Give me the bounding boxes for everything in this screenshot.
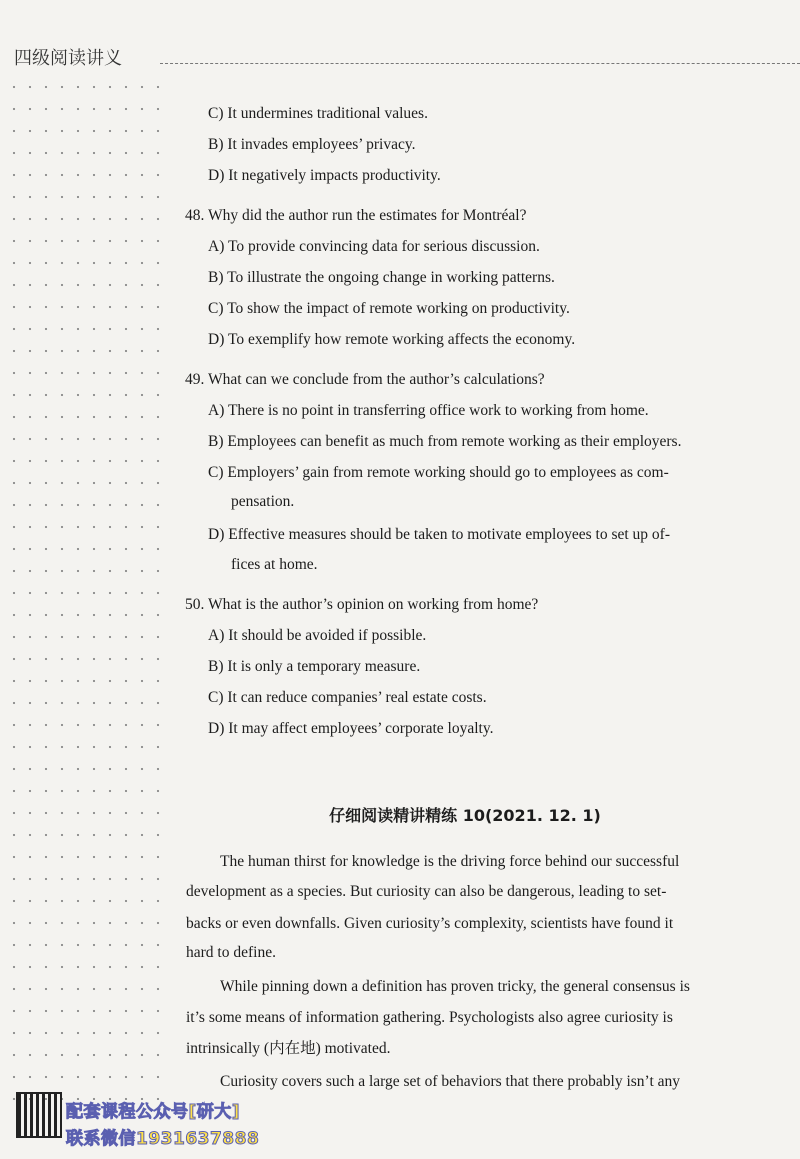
qr-code-icon xyxy=(16,1092,62,1138)
passage-line: it’s some means of information gathering. Psychologists also agree curiosity is xyxy=(186,1009,673,1026)
passage-line: intrinsically (内在地) motivated. xyxy=(186,1040,391,1057)
question-line: D) It may affect employees’ corporate loyalty. xyxy=(208,720,494,737)
question-line: pensation. xyxy=(231,493,295,510)
question-line: D) Effective measures should be taken to motivate employees to set up of- xyxy=(208,526,670,543)
passage-line: Curiosity covers such a large set of behaviors that there probably isn’t any xyxy=(220,1073,681,1090)
passage-line: backs or even downfalls. Given curiosity’s complexity, scientists have found it xyxy=(186,915,674,932)
question-line: B) It invades employees’ privacy. xyxy=(208,136,416,153)
question-line: A) To provide convincing data for serious discussion. xyxy=(208,238,540,255)
question-line: B) Employees can benefit as much from remote working as their employers. xyxy=(208,433,682,450)
section-title: 仔细阅读精讲精练 10(2021. 12. 1) xyxy=(329,806,601,825)
watermark-line-1: 配套课程公众号[研大] xyxy=(66,1102,241,1122)
question-line: A) There is no point in transferring office work to working from home. xyxy=(208,402,649,419)
question-line: C) It undermines traditional values. xyxy=(208,105,428,122)
question-line: C) It can reduce companies’ real estate costs. xyxy=(208,689,487,706)
question-line: B) It is only a temporary measure. xyxy=(208,658,421,675)
passage-line: hard to define. xyxy=(186,944,276,961)
question-line: C) To show the impact of remote working on productivity. xyxy=(208,300,570,317)
page-header-title: 四级阅读讲义 xyxy=(14,48,122,69)
passage-line: development as a species. But curiosity can also be dangerous, leading to set- xyxy=(186,883,667,900)
question-line: 50. What is the author’s opinion on working from home? xyxy=(185,596,539,613)
question-line: A) It should be avoided if possible. xyxy=(208,627,427,644)
question-line: B) To illustrate the ongoing change in working patterns. xyxy=(208,269,555,286)
dot-grid-margin xyxy=(0,70,172,1100)
question-line: 48. Why did the author run the estimates for Montréal? xyxy=(185,207,527,224)
question-line: D) To exemplify how remote working affects the economy. xyxy=(208,331,576,348)
question-line: D) It negatively impacts productivity. xyxy=(208,167,441,184)
question-line: 49. What can we conclude from the author’s calculations? xyxy=(185,371,545,388)
passage-line: While pinning down a definition has proven tricky, the general consensus is xyxy=(220,978,690,995)
passage-line: The human thirst for knowledge is the driving force behind our successful xyxy=(220,853,680,870)
header-divider xyxy=(160,63,800,64)
question-line: C) Employers’ gain from remote working should go to employees as com- xyxy=(208,464,669,481)
watermark-line-2: 联系微信1931637888 xyxy=(66,1129,260,1149)
question-line: fices at home. xyxy=(231,556,318,573)
